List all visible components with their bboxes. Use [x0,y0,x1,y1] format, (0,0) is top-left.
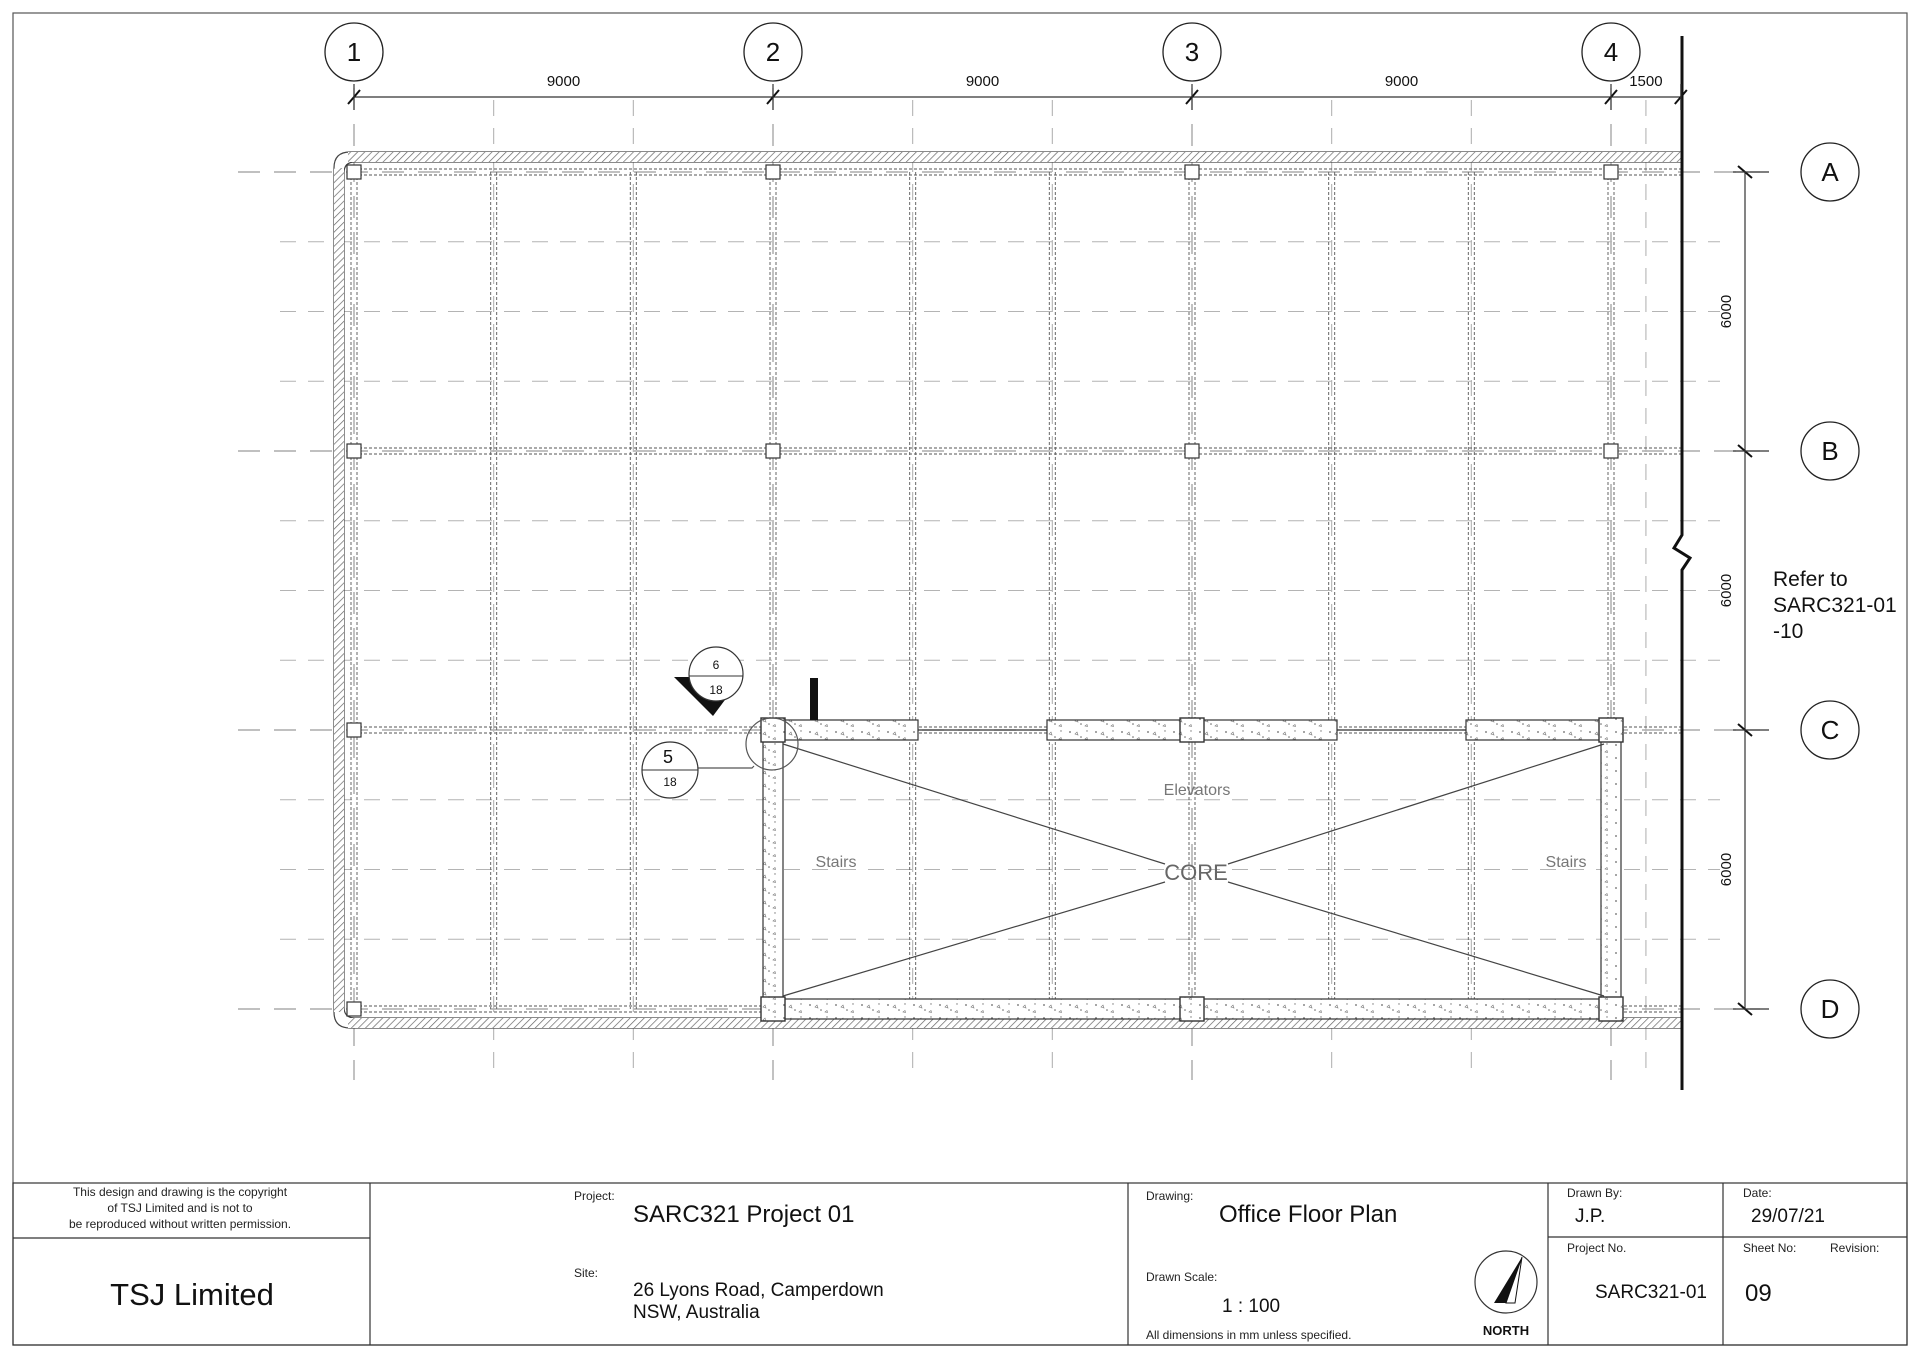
site-line-1: 26 Lyons Road, Camperdown [633,1280,884,1301]
dimension-value-right: 6000 [1718,852,1735,887]
column [1604,444,1618,458]
copyright-line-3: be reproduced without written permission. [68,1217,292,1231]
dimension-value-top: 1500 [1629,73,1663,90]
drawn-by-label: Drawn By: [1567,1186,1623,1200]
drawing-label: Drawing: [1146,1189,1194,1203]
copyright-line-1: This design and drawing is the copyright [72,1185,288,1199]
project-label: Project: [574,1189,615,1203]
core-wall-segment [773,720,918,740]
sheet-no-label: Sheet No: [1743,1241,1797,1255]
title-block [13,1183,1907,1345]
section-marker [674,647,818,720]
date-value: 29/07/21 [1751,1206,1825,1227]
core-column [1180,997,1204,1021]
company-name: TSJ Limited [110,1277,274,1312]
dimension-value-top: 9000 [546,73,581,90]
column [766,165,780,179]
dimension-value-top: 9000 [965,73,1000,90]
core-column [1599,718,1623,742]
core-wall-segment [763,730,783,1009]
dimensions-note: All dimensions in mm unless specified. [1146,1328,1352,1342]
column [766,444,780,458]
grid-bubble-row-label: B [1821,436,1839,466]
date-label: Date: [1743,1186,1772,1200]
section-marker-top: 6 [712,658,720,672]
drawn-scale: 1 : 100 [1222,1296,1281,1317]
dimension-value-right: 6000 [1718,294,1735,329]
site-line-2: NSW, Australia [633,1302,760,1323]
detail-marker-top: 5 [662,747,674,767]
grid-bubble-col-label: 3 [1184,37,1200,67]
grid-bubble-row-label: A [1821,157,1839,187]
elevators-label: Elevators [1163,782,1231,799]
core-column [761,997,785,1021]
dimension-strings [348,73,1769,1015]
dimension-value-top: 9000 [1384,73,1419,90]
dimension-value-right: 6000 [1718,573,1735,608]
detail-marker-bottom: 18 [663,775,677,789]
column [347,165,361,179]
core-column [761,718,785,742]
column [347,1002,361,1016]
grid-bubble-row-label: C [1820,715,1840,745]
core-wall-segment [1601,730,1621,1009]
column [347,723,361,737]
column [347,444,361,458]
drawing-title: Office Floor Plan [1219,1201,1398,1228]
copyright-line-2: of TSJ Limited and is not to [107,1201,253,1215]
sheet-border [13,13,1907,1345]
column [1185,444,1199,458]
core-label: CORE [1164,860,1228,885]
stairs-right-label: Stairs [1545,854,1587,871]
site-label: Site: [574,1266,599,1280]
sheet-no: 09 [1745,1280,1772,1307]
drawn-by: J.P. [1575,1206,1606,1227]
project-no-label: Project No. [1567,1241,1627,1255]
section-marker-bottom: 18 [709,683,723,697]
north-label: NORTH [1482,1323,1530,1338]
refer-note-line-2: SARC321-01 [1773,594,1897,617]
column [1185,165,1199,179]
grid-bubble-col-label: 4 [1603,37,1619,67]
core-wall-segment [1466,720,1611,740]
grid-bubble-col-label: 2 [765,37,781,67]
project-no: SARC321-01 [1595,1282,1707,1303]
core-column [1180,718,1204,742]
core-column [1599,997,1623,1021]
project-name: SARC321 Project 01 [633,1201,855,1228]
revision-label: Revision: [1830,1241,1880,1255]
stairs-left-label: Stairs [815,854,857,871]
grid-bubble-col-label: 1 [346,37,362,67]
refer-note-line-1: Refer to [1773,568,1848,591]
column [1604,165,1618,179]
structural-columns [347,165,1623,1021]
refer-note [1773,568,1897,643]
north-arrow-icon [1475,1251,1537,1313]
grid-bubble-row-label: D [1820,994,1840,1024]
refer-note-line-3: -10 [1773,620,1804,643]
break-line [1674,36,1690,1090]
scale-label: Drawn Scale: [1146,1270,1218,1284]
